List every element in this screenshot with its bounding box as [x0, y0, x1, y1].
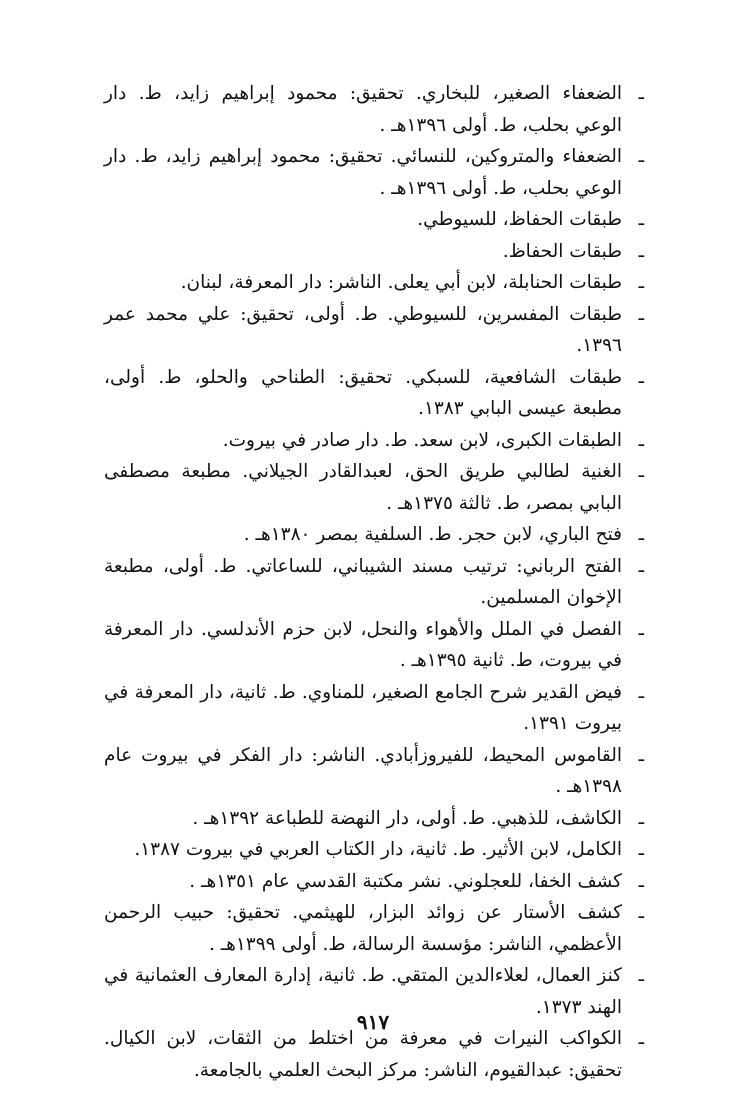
entry-dash: ـ [638, 146, 644, 167]
entry-dash: ـ [638, 1028, 644, 1049]
bibliography-entry [104, 204, 644, 236]
entry-dash: ـ [638, 902, 644, 923]
bibliography-entry [104, 866, 644, 898]
entry-text: الكامل، لابن الأثير. ط. ثانية، دار الكتاب العربي في بيروت ١٣٨٧. [134, 839, 622, 860]
entry-text: طبقات الحنابلة، لابن أبي يعلى. الناشر: دار المعرفة، لبنان. [180, 272, 622, 293]
entry-text: طبقات المفسرين، للسيوطي. ط. أولى، تحقيق: علي محمد عمر ١٣٩٦. [104, 303, 622, 356]
bibliography-entry [104, 141, 644, 204]
entry-dash: ـ [638, 209, 644, 230]
bibliography-entry [104, 362, 644, 425]
bibliography-entry [104, 267, 644, 299]
entry-text: فيض القدير شرح الجامع الصغير، للمناوي. ط. ثانية، دار المعرفة في بيروت ١٣٩١. [104, 681, 622, 734]
entry-text: فتح الباري، لابن حجر. ط. السلفية بمصر ١٣٨٠هـ . [243, 524, 622, 545]
page-number: ٩١٧ [356, 1010, 390, 1034]
entry-text: الكاشف، للذهبي. ط. أولى، دار النهضة للطباعة ١٣٩٢هـ . [192, 807, 622, 829]
entry-text: الكواكب النيرات في معرفة من اختلط من الثقات، لابن الكيال. تحقيق: عبدالقيوم، الناشر: مركز البحث العلمي بالجامعة. [104, 1028, 622, 1081]
entry-text: القاموس المحيط، للفيروزأبادي. الناشر: دار الفكر في بيروت عام ١٣٩٨هـ . [104, 744, 622, 797]
bibliography-entry [104, 425, 644, 457]
entry-text: طبقات الحفاظ. [502, 240, 622, 262]
bibliography-entry [104, 803, 644, 835]
entry-dash: ـ [638, 366, 644, 388]
entry-text: الضعفاء الصغير، للبخاري. تحقيق: محمود إبراهيم زايد، ط. دار الوعي بحلب، ط. أولى ١٣٩٦هـ . [104, 83, 622, 136]
entry-dash: ـ [638, 618, 644, 640]
bibliography-entry [104, 519, 644, 551]
entry-text: كشف الأستار عن زوائد البزار، للهيثمي. تحقيق: حبيب الرحمن الأعظمي، الناشر: مؤسسة الرسالة، ط. أولى ١٣٩٩هـ . [104, 902, 622, 955]
bibliography-entry [104, 677, 644, 740]
entry-dash: ـ [638, 272, 644, 293]
entry-text: طبقات الحفاظ، للسيوطي. [417, 209, 622, 230]
entry-text: الطبقات الكبرى، لابن سعد. ط. دار صادر في بيروت. [222, 429, 622, 451]
entry-dash: ـ [638, 555, 644, 577]
entry-dash: ـ [638, 870, 644, 892]
entry-text: كنز العمال، لعلاءالدين المتقي. ط. ثانية، إدارة المعارف العثمانية في الهند ١٣٧٣. [104, 965, 622, 1018]
bibliography-entry [104, 551, 644, 614]
entry-dash: ـ [638, 524, 644, 545]
bibliography-entry [104, 614, 644, 677]
entry-text: الفصل في الملل والأهواء والنحل، لابن حزم الأندلسي. دار المعرفة في بيروت، ط. ثانية ١٣٩٥هـ . [104, 618, 622, 671]
bibliography-entry [104, 78, 644, 141]
bibliography-entry [104, 299, 644, 362]
entry-dash: ـ [638, 744, 644, 766]
entry-text: الفتح الرباني: ترتيب مسند الشيباني، للساعاتي. ط. أولى، مطبعة الإخوان المسلمين. [104, 555, 622, 608]
bibliography-entry [104, 740, 644, 803]
entry-text: الضعفاء والمتروكين، للنسائي. تحقيق: محمود إبراهيم زايد، ط. دار الوعي بحلب، ط. أولى ١٣٩٦هـ . [104, 146, 622, 199]
bibliography-entry [104, 834, 644, 866]
entry-dash: ـ [638, 240, 644, 262]
entry-dash: ـ [638, 965, 644, 986]
bibliography-list [104, 78, 644, 1086]
entry-dash: ـ [638, 461, 644, 482]
entry-text: طبقات الشافعية، للسبكي. تحقيق: الطناحي والحلو، ط. أولى، مطبعة عيسى البابي ١٣٨٣. [104, 366, 622, 419]
bibliography-entry [104, 897, 644, 960]
entry-dash: ـ [638, 83, 644, 104]
entry-dash: ـ [638, 839, 644, 860]
bibliography-entry [104, 236, 644, 268]
entry-dash: ـ [638, 681, 644, 703]
entry-dash: ـ [638, 303, 644, 325]
entry-dash: ـ [638, 429, 644, 451]
entry-text: الغنية لطالبي طريق الحق، لعبدالقادر الجيلاني. مطبعة مصطفى البابي بمصر، ط. ثالثة ١٣٧٥هـ . [104, 461, 622, 514]
entry-dash: ـ [638, 807, 644, 829]
entry-text: كشف الخفا، للعجلوني. نشر مكتبة القدسي عام ١٣٥١هـ . [189, 870, 622, 892]
bibliography-entry [104, 456, 644, 519]
